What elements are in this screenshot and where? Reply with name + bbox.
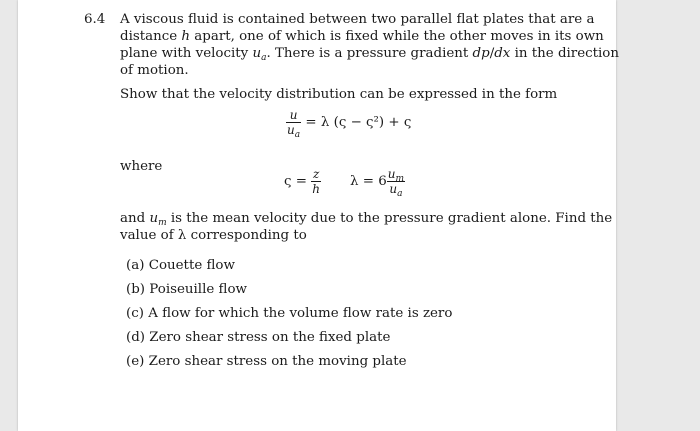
mean-velocity-text-line-1: and $u_m$ is the mean velocity due to the pressure gradient alone. Find the [120, 211, 613, 228]
lambda-denominator: $u_a$ [389, 182, 403, 199]
list-item-text: Couette flow [148, 258, 235, 273]
list-item-text: Poiseuille flow [149, 282, 248, 297]
list-item [126, 257, 235, 274]
list-item-text: Zero shear stress on the fixed plate [149, 330, 391, 345]
list-item-label: (b) [126, 282, 146, 297]
velocity-ratio-denominator: $u_a$ [287, 123, 301, 140]
lambda-fraction [387, 167, 405, 199]
zeta-fraction [311, 167, 321, 196]
list-item-label: (c) [126, 306, 144, 321]
zeta-denominator: h [312, 182, 320, 196]
problem-number: 6.4 [84, 12, 106, 27]
problem-text-line-2: distance h apart, one of which is fixed while the other moves in its own [120, 29, 604, 44]
lambda-numerator: $u_m$ [387, 167, 405, 184]
lambda-definition [350, 167, 405, 199]
zeta-numerator: z [312, 167, 320, 181]
problem-text-line-4: of motion. [120, 63, 189, 78]
velocity-equation [286, 108, 412, 140]
velocity-ratio-fraction [286, 108, 301, 140]
list-item-text: A flow for which the volume flow rate is zero [148, 306, 453, 321]
list-item-label: (d) [126, 330, 146, 345]
list-item [126, 305, 452, 322]
mean-velocity-text-line-2: value of λ corresponding to [120, 228, 307, 243]
velocity-ratio-numerator: u [286, 108, 301, 123]
list-item [126, 281, 247, 298]
list-item [126, 353, 407, 370]
list-item-label: (e) [126, 354, 145, 369]
zeta-lhs: ς = [284, 174, 307, 189]
list-item [126, 329, 390, 346]
zeta-definition [284, 167, 321, 196]
problem-text-line-1: A viscous fluid is contained between two parallel flat plates that are a [120, 12, 595, 27]
show-that-text: Show that the velocity distribution can be expressed in the form [120, 87, 558, 102]
document-page [18, 0, 619, 431]
list-item-text: Zero shear stress on the moving plate [148, 354, 407, 369]
velocity-equation-rhs: = λ (ς − ς²) + ς [305, 115, 412, 130]
lambda-lhs: λ = 6 [350, 174, 387, 189]
list-item-label: (a) [126, 258, 145, 273]
problem-text-line-3: plane with velocity $u_a$. There is a pressure gradient dp/dx in the direction [120, 46, 619, 63]
where-text: where [120, 159, 163, 174]
